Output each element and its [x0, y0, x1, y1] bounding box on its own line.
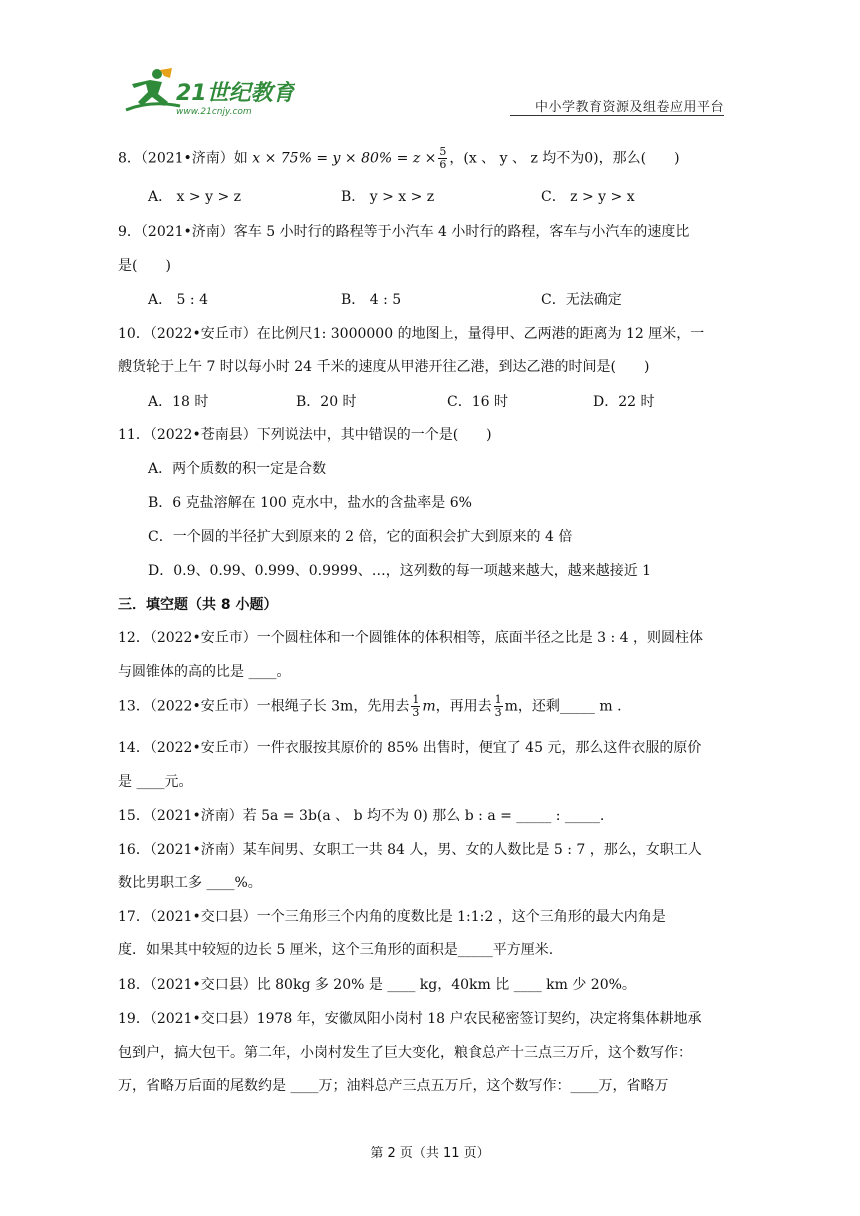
logo-21cnjy [120, 66, 295, 118]
question-19-line2: 包到户，搞大包干。第二年，小岗村发生了巨大变化，粮食总产十三点三万斤，这个数写作： [118, 1045, 692, 1061]
running-man-icon [126, 68, 180, 110]
question-19-line1: 19．（2021•交口县）1978 年，安徽凤阳小岗村 18 户农民秘密签订契约，决定将集体耕地承 [118, 1011, 702, 1027]
question-17-line1: 17．（2021•交口县）一个三角形三个内角的度数比是 1:1:2 ，这个三角形的最大内角是 [118, 909, 666, 925]
question-18: 18．（2021•交口县）比 80kg 多 20% 是 ____ kg，40km 比 ____ km 少 20%。 [118, 977, 636, 993]
page-footer: 第 2 页（共 11 页） [370, 1146, 490, 1161]
question-12-line2: 与圆锥体的高的比是 ____。 [118, 664, 291, 680]
question-10-line1: 10．（2022•安丘市）在比例尺1: 3000000 的地图上，量得甲、乙两港的距离为 12 厘米，一 [118, 326, 705, 342]
q9-option-b: B． 4 : 5 [341, 292, 402, 308]
section-title-fill-blank: 三．填空题（共 8 小题） [118, 597, 278, 613]
question-11: 11．（2022•苍南县）下列说法中，其中错误的一个是( ) [118, 427, 492, 443]
question-16-line2: 数比男职工多 ____%。 [118, 875, 262, 891]
question-9-line2: 是( ) [118, 258, 171, 274]
q11-option-b: B．6 克盐溶解在 100 克水中，盐水的含盐率是 6% [148, 495, 472, 511]
question-10-line2: 艘货轮于上午 7 时以每小时 24 千米的速度从甲港开往乙港，到达乙港的时间是( ) [118, 359, 650, 375]
fraction-1-3-a: $\frac{1}{3}$ [412, 693, 420, 719]
fraction-1-3-b: $\frac{1}{3}$ [494, 693, 502, 719]
platform-title: 中小学教育资源及组卷应用平台 [534, 100, 724, 115]
header-divider [510, 115, 724, 116]
question-8: 8．（2021•济南）如 x × 75% = y × 80% = z × $\frac{5}{6}$ ，(x 、 y 、 z 均不为0)，那么( ) [118, 145, 680, 171]
q10-option-d: D．22 时 [593, 394, 655, 410]
question-14-line2: 是 ____元。 [118, 774, 193, 790]
question-9-line1: 9．（2021•济南）客车 5 小时行的路程等于小汽车 4 小时行的路程，客车与小汽车的速度比 [118, 224, 690, 240]
q11-option-d: D．0.9、0.99、0.999、0.9999、…，这列数的每一项越来越大，越来越接近 1 [148, 563, 652, 579]
q10-option-c: C．16 时 [447, 394, 508, 410]
question-12-line1: 12．（2022•安丘市）一个圆柱体和一个圆锥体的体积相等，底面半径之比是 3 : 4 ，则圆柱体 [118, 630, 704, 646]
question-17-line2: 度．如果其中较短的边长 5 厘米，这个三角形的面积是_____平方厘米. [118, 942, 554, 958]
q8-option-b: B． y > x > z [341, 189, 435, 205]
q8-option-a: A． x > y > z [148, 189, 242, 205]
question-15: 15．（2021•济南）若 5a = 3b(a 、 b 均不为 0) 那么 b : a = _____ : _____. [118, 808, 605, 824]
question-16-line1: 16．（2021•济南）某车间男、女职工一共 84 人，男、女的人数比是 5 : 7 ，那么，女职工人 [118, 842, 702, 858]
logo-url-text: www.21cnjy.com [176, 107, 252, 117]
fraction-5-6: $\frac{5}{6}$ [439, 145, 447, 171]
logo-main-text: 21世纪教育 [176, 81, 295, 106]
q10-option-a: A．18 时 [148, 394, 209, 410]
q9-option-a: A． 5 : 4 [148, 292, 208, 308]
question-19-line3: 万，省略万后面的尾数约是 ____万；油料总产三点五万斤，这个数写作：____万，省略万 [118, 1078, 669, 1094]
q8-option-c: C． z > y > x [541, 189, 635, 205]
question-14-line1: 14．（2022•安丘市）一件衣服按其原价的 85% 出售时，便宜了 45 元，那么这件衣服的原价 [118, 740, 702, 756]
q9-option-c: C．无法确定 [541, 292, 622, 308]
q11-option-c: C．一个圆的半径扩大到原来的 2 倍，它的面积会扩大到原来的 4 倍 [148, 529, 573, 545]
question-13: 13．（2022•安丘市）一根绳子长 3m，先用去 $\frac{1}{3}$ m，再用去 $\frac{1}{3}$ m，还剩_____ m . [118, 693, 622, 719]
q10-option-b: B．20 时 [296, 394, 357, 410]
q11-option-a: A．两个质数的积一定是合数 [148, 461, 327, 477]
